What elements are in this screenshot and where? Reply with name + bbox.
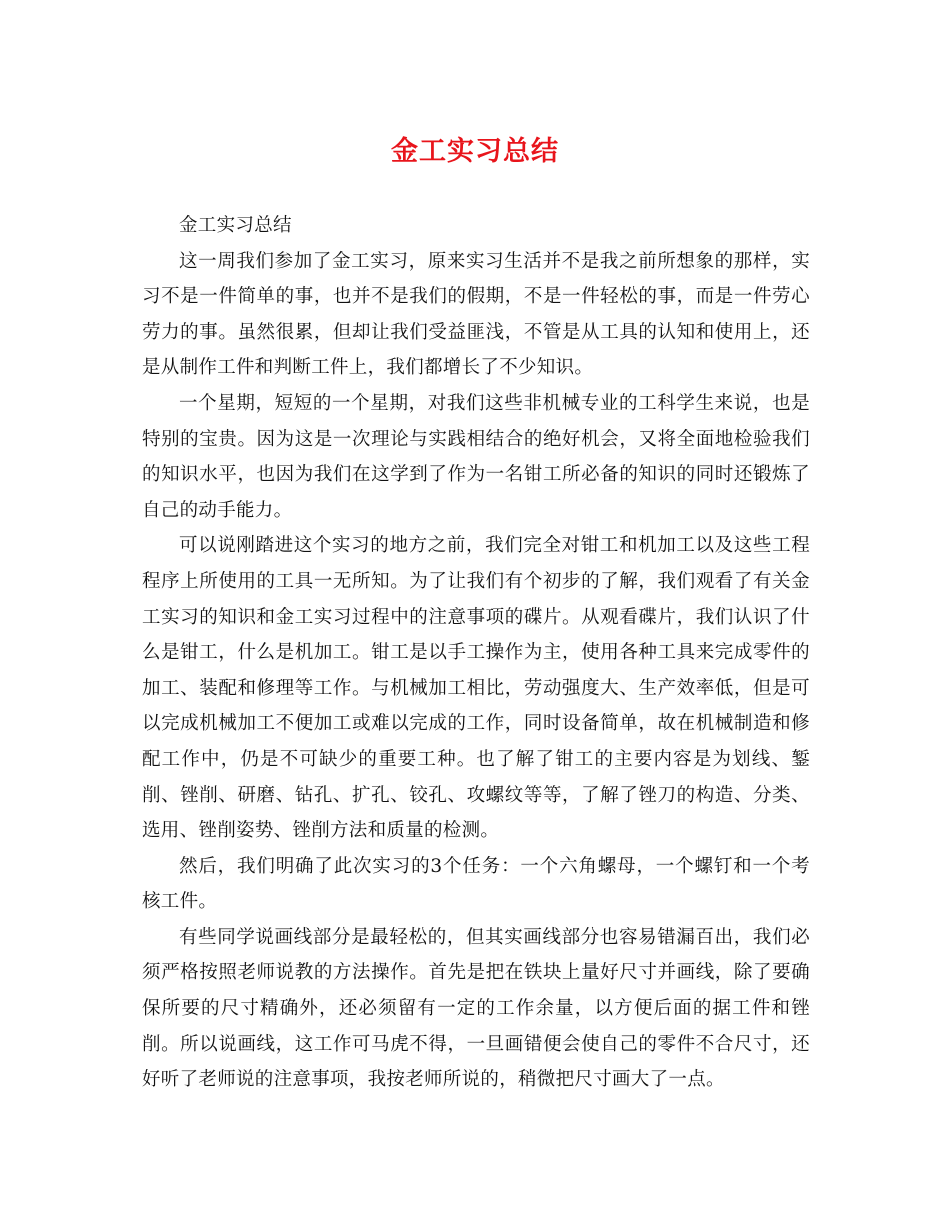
- paragraph-3: 可以说刚踏进这个实习的地方之前，我们完全对钳工和机加工以及这些工程程序上所使用的工具一无所知。为了让我们有个初步的了解，我们观看了有关金工实习的知识和金工实习过程中的注意事项的碟片。从观看碟片，我们认识了什么是钳工，什么是机加工。钳工是以手工操作为主，使用各种工具来完成零件的加工、装配和修理等工作。与机械加工相比，劳动强度大、生产效率低，但是可以完成机械加工不便加工或难以完成的工作，同时设备简单，故在机械制造和修配工作中，仍是不可缺少的重要工种。也了解了钳工的主要内容是为划线、錾削、锉削、研磨、钻孔、扩孔、铰孔、攻螺纹等等，了解了锉刀的构造、分类、选用、锉削姿势、锉削方法和质量的检测。: [142, 535, 810, 842]
- paragraph-4: 然后，我们明确了此次实习的3个任务：一个六角螺母，一个螺钉和一个考核工件。: [142, 855, 810, 913]
- paragraph-1: 这一周我们参加了金工实习，原来实习生活并不是我之前所想象的那样，实习不是一件简单的事，也并不是我们的假期，不是一件轻松的事，而是一件劳心劳力的事。虽然很累，但却让我们受益匪浅，不管是从工具的认知和使用上，还是从制作工件和判断工件上，我们都增长了不少知识。: [142, 250, 810, 379]
- paragraph-heading: 金工实习总结: [179, 215, 292, 236]
- paragraph-2: 一个星期，短短的一个星期，对我们这些非机械专业的工科学生来说，也是特别的宝贵。因为这是一次理论与实践相结合的绝好机会，又将全面地检验我们的知识水平，也因为我们在这学到了作为一名钳工所必备的知识的同时还锻炼了自己的动手能力。: [142, 392, 810, 521]
- document-body: [142, 208, 810, 1098]
- paragraph-5: 有些同学说画线部分是最轻松的，但其实画线部分也容易错漏百出，我们必须严格按照老师说教的方法操作。首先是把在铁块上量好尺寸并画线，除了要确保所要的尺寸精确外，还必须留有一定的工作余量，以方便后面的据工件和锉削。所以说画线，这工作可马虎不得，一旦画错便会使自己的零件不合尺寸，还好听了老师说的注意事项，我按老师所说的，稍微把尺寸画大了一点。: [142, 926, 810, 1091]
- document-title: 金工实习总结: [391, 136, 559, 167]
